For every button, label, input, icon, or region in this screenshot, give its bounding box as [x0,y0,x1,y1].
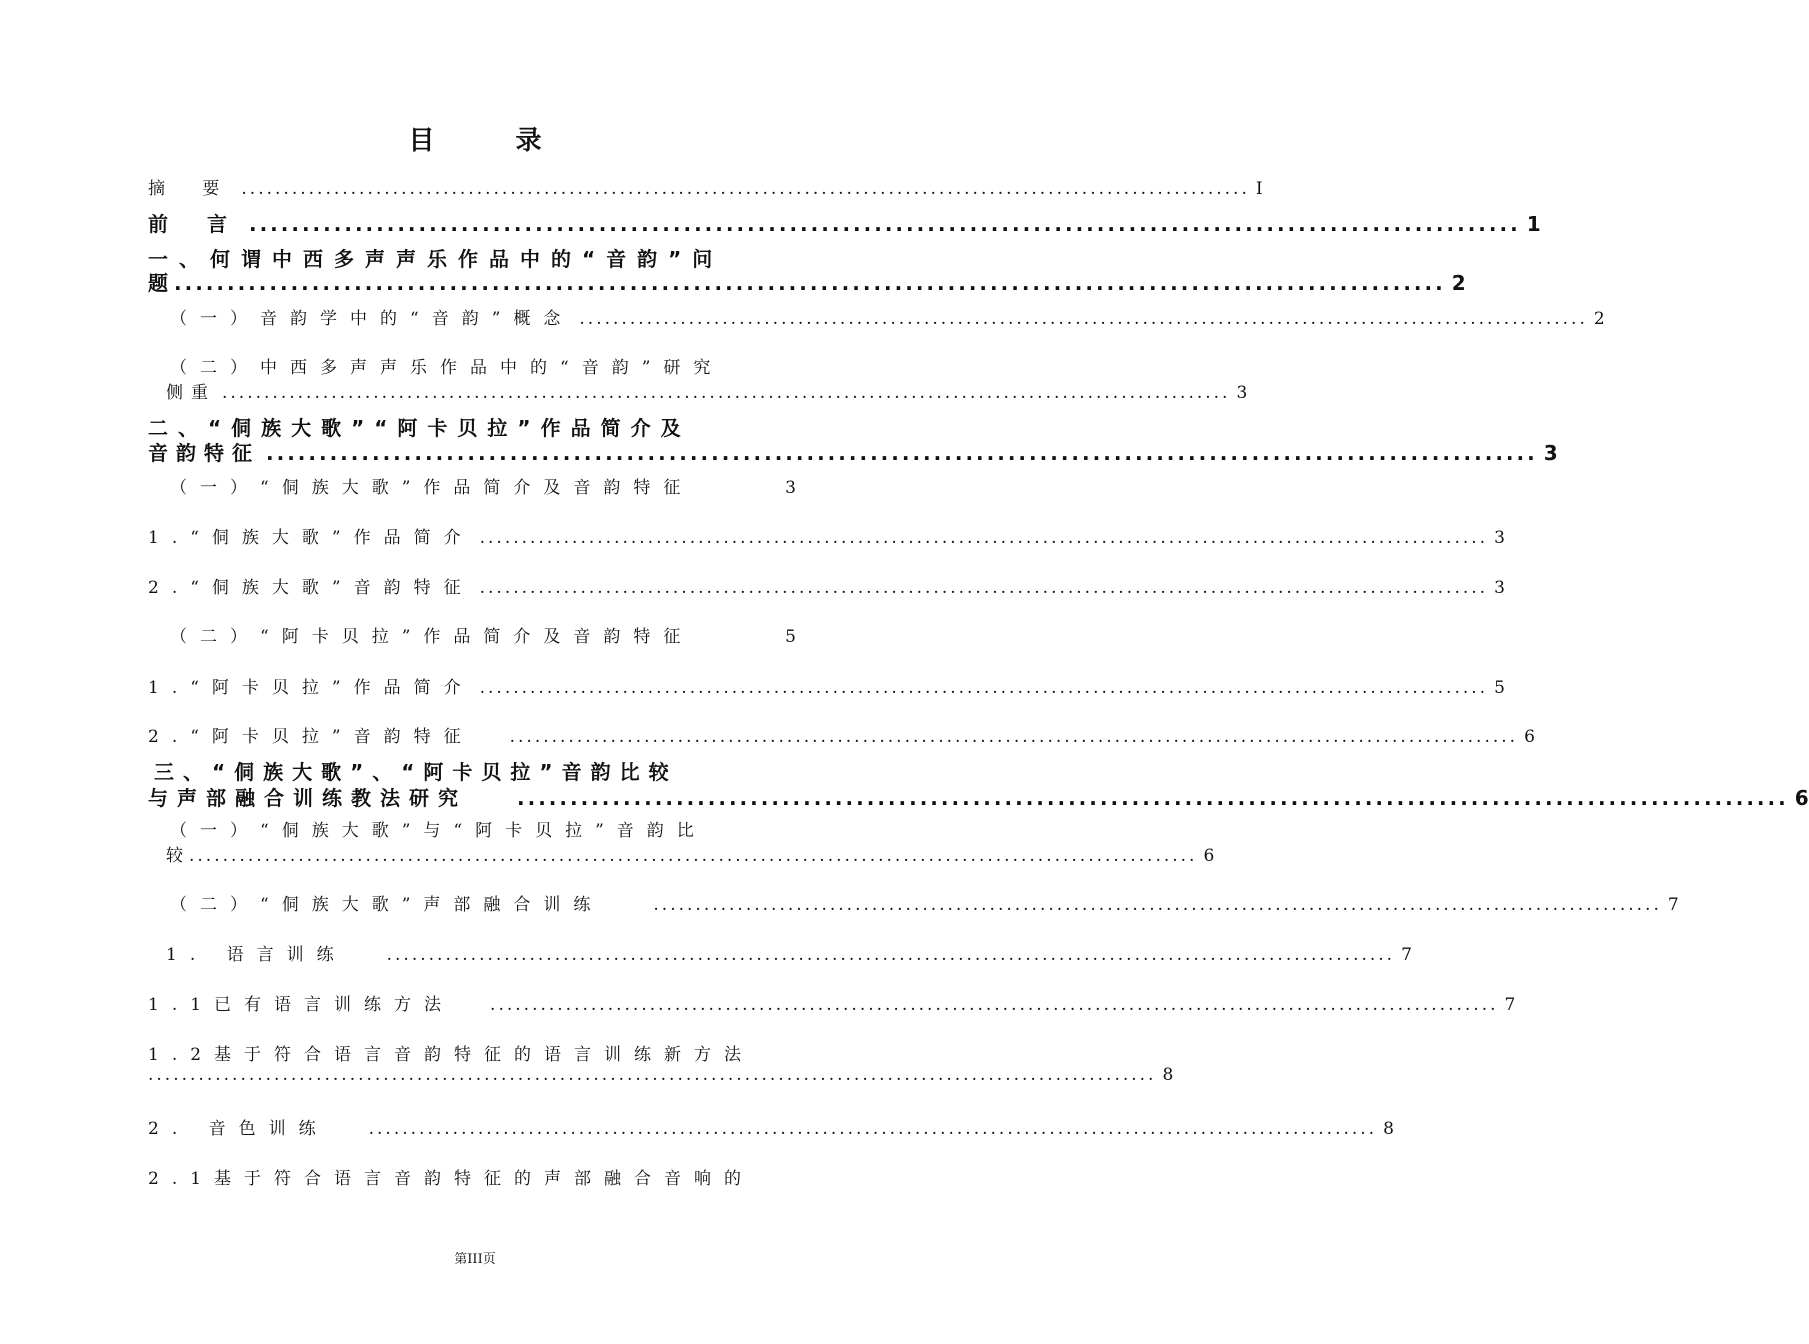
toc-label: （一）“侗族大歌”作品简介及音韵特征 [170,478,694,498]
toc-entry-s2-2[interactable] [170,622,796,648]
toc-entry-i2-2-2[interactable] [148,722,1535,748]
toc-label: 一、何谓中西多声声乐作品中的“音韵”问 [148,247,724,271]
toc-entry-i2-1-2[interactable] [148,573,1505,599]
toc-label: 2. 音色训练 [148,1119,329,1139]
toc-entry-ch1-line2[interactable] [148,267,1466,295]
toc-entry-s2-1[interactable] [170,473,796,499]
toc-page-number: Ⅰ [1255,179,1263,199]
toc-label: （二）“侗族大歌”声部融合训练 [170,895,604,915]
toc-entry-i3-2-1-2-line2[interactable] [148,1065,1174,1091]
toc-leader-dots: ........................................................................................................................ [479,528,1489,548]
toc-leader-dots: ........................................................................................................................ [479,678,1489,698]
toc-page-number: 7 [1667,895,1679,915]
toc-entry-i3-2-1-1[interactable] [148,990,1516,1016]
toc-leader-dots: ........................................................................................................................ [653,895,1662,915]
page-title: 目 录 [408,126,578,156]
toc-label: 1.“侗族大歌”作品简介 [148,528,474,548]
toc-entry-s1-2-line2[interactable] [166,378,1248,404]
toc-label: 题 [148,271,168,295]
toc-page-number: 6 [1203,846,1215,866]
toc-leader-dots: ........................................................................................................................ [386,945,1396,965]
toc-page-number: 3 [785,478,796,498]
toc-leader-dots: ........................................................................................................................ [579,309,1588,329]
toc-leader-dots: ........................................................................................................................ [222,383,1231,403]
toc-label: （一）“侗族大歌”与“阿卡贝拉”音韵比 [170,821,707,841]
toc-label: 二、“侗族大歌”“阿卡贝拉”作品简介及 [148,416,691,440]
toc-entry-preface[interactable] [148,208,1541,236]
toc-leader-dots: ........................................................................................................................ [509,727,1519,747]
toc-page-number: 2 [1451,271,1466,295]
toc-label: 1.2基于符合语言音韵特征的语言训练新方法 [148,1045,755,1065]
toc-label: 侧重 [166,383,216,403]
toc-entry-ch3-line1[interactable] [154,756,788,785]
toc-label: （二）中西多声声乐作品中的“音韵”研究 [170,358,724,378]
toc-leader-dots: ........................................................................................................................ [266,441,1538,465]
toc-page-number: 1 [1526,212,1541,236]
toc-entry-ch3-line2[interactable] [148,782,1809,810]
toc-page-number: 7 [1401,945,1412,965]
toc-label: 1.“阿卡贝拉”作品简介 [148,678,474,698]
toc-leader-dots: ........................................................................................................................ [490,995,1499,1015]
toc-leader-dots: ........................................................................................................................ [368,1119,1378,1139]
toc-leader-dots: ........................................................................................................................ [189,846,1198,866]
toc-label: 1. 语言训练 [166,945,347,965]
toc-entry-ch2-line2[interactable] [148,437,1558,465]
toc-label: 摘 要 [148,179,236,199]
toc-entry-i3-2-1-2-line1[interactable] [148,1040,774,1065]
toc-page-number: 7 [1504,995,1516,1015]
toc-leader-dots: ........................................................................................................................ [148,1065,1157,1085]
toc-page-number: 6 [1794,786,1809,810]
toc-label: 音韵特征 [148,441,260,465]
toc-entry-i3-2-2-1-line1[interactable] [148,1164,774,1189]
toc-entry-i3-2-2[interactable] [148,1114,1394,1140]
toc-page-number: 3 [1494,528,1505,548]
toc-label: 前 言 [148,212,243,236]
toc-page-number: 5 [785,627,796,647]
toc-label: 三、“侗族大歌”、“阿卡贝拉”音韵比较 [154,760,678,784]
toc-page-number: 8 [1162,1065,1174,1085]
toc-leader-dots: ........................................................................................................................ [241,179,1250,199]
toc-label: 2.1基于符合语言音韵特征的声部融合音响的 [148,1169,755,1189]
toc-label: 较 [166,846,183,866]
toc-page-number: 5 [1494,678,1505,698]
toc-page-number: 3 [1236,383,1248,403]
toc-label: 2.“侗族大歌”音韵特征 [148,578,474,598]
toc-page-number: 8 [1383,1119,1394,1139]
page-footer: 第III页 [454,1252,496,1267]
toc-entry-s3-1-line1[interactable] [170,816,788,841]
toc-entry-s1-1[interactable] [170,304,1605,330]
toc-label: （一）音韵学中的“音韵”概念 [170,309,574,329]
toc-label: （二）“阿卡贝拉”作品简介及音韵特征 [170,627,694,647]
toc-entry-s3-1-line2[interactable] [166,841,1215,867]
toc-entry-s1-2-line1[interactable] [170,353,788,378]
toc-page-number: 3 [1494,578,1505,598]
toc-entry-i2-2-1[interactable] [148,673,1505,699]
toc-entry-i2-1-1[interactable] [148,523,1505,549]
toc-label: 1.1已有语言训练方法 [148,995,455,1015]
toc-entry-abstract[interactable] [148,174,1263,200]
toc-leader-dots: ........................................................................................................................ [174,271,1446,295]
toc-leader-dots: ........................................................................................................................ [248,212,1521,236]
toc-page-number: 2 [1593,309,1605,329]
toc-leader-dots: ........................................................................................................................ [517,786,1789,810]
toc-leader-dots: ........................................................................................................................ [479,578,1489,598]
toc-label: 与声部融合训练教法研究 [148,786,467,810]
toc-label: 2.“阿卡贝拉”音韵特征 [148,727,474,747]
toc-entry-s3-2[interactable] [170,890,1679,916]
toc-entry-i3-2-1[interactable] [166,940,1412,966]
toc-page-number: 6 [1524,727,1535,747]
toc-page-number: 3 [1543,441,1558,465]
